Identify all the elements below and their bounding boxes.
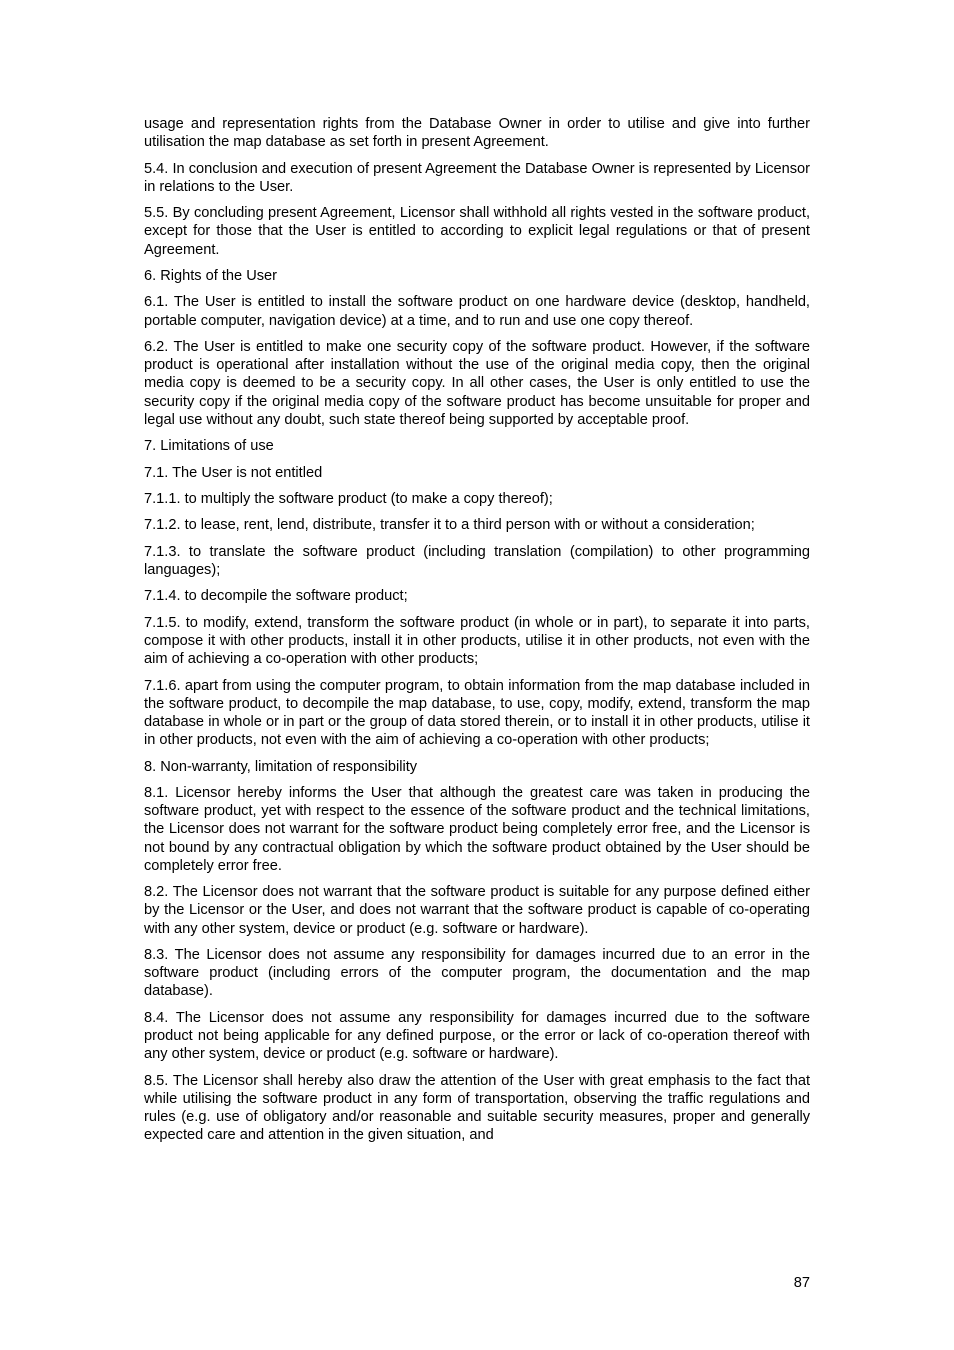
- paragraph-6-2: 6.2. The User is entitled to make one security copy of the software product. However, if the software product is operational after installation without the use of the original media copy, then the original media copy is deemed to be a security copy. In all other cases, the User is only entitled to use the security copy if the original media copy of the software product has become unsuitable for proper and legal use without any doubt, such state thereof being supported by acceptable proof.: [144, 338, 810, 428]
- paragraph-8-2: 8.2. The Licensor does not warrant that the software product is suitable for any purpose defined either by the Licensor or the User, and does not warrant that the software product is capable of co-operating with any other system, device or product (e.g. software or hardware).: [144, 884, 810, 937]
- paragraph-8-3: 8.3. The Licensor does not assume any responsibility for damages incurred due to an error in the software product (including errors of the computer program, the documentation and the map database).: [144, 946, 810, 1000]
- paragraph-7-1: 7.1. The User is not entitled: [144, 464, 323, 481]
- paragraph-7-1-1: 7.1.1. to multiply the software product (to make a copy thereof);: [144, 490, 553, 507]
- paragraph-8-1: 8.1. Licensor hereby informs the User that although the greatest care was taken in producing the software product, yet with respect to the essence of the software product and the technical limitations, the Licensor does not warrant for the software product being completely error free, and the Licensor is not bound by any contractual obligation by which the software product obtained by the User should be completely error free.: [144, 784, 810, 874]
- paragraph-6-1: 6.1. The User is entitled to install the software product on one hardware device (desktop, handheld, portable computer, navigation device) at a time, and to run and use one copy thereof.: [144, 294, 810, 329]
- paragraph-7-1-4: 7.1.4. to decompile the software product;: [144, 588, 408, 605]
- section-heading-6: 6. Rights of the User: [144, 267, 278, 284]
- paragraph-7-1-5: 7.1.5. to modify, extend, transform the software product (in whole or in part), to separate it into parts, compose it with other products, install it in other products, utilise it in other products, not even with the aim of achieving a co-operation with other products;: [144, 614, 810, 668]
- paragraph-rights-continuation: usage and representation rights from the Database Owner in order to utilise and give into further utilisation the map database as set forth in present Agreement.: [144, 116, 810, 151]
- paragraph-5-4: 5.4. In conclusion and execution of present Agreement the Database Owner is represented by Licensor in relations to the User.: [144, 160, 810, 195]
- paragraph-7-1-3: 7.1.3. to translate the software product (including translation (compilation) to other programming languages);: [144, 543, 810, 578]
- paragraph-7-1-2: 7.1.2. to lease, rent, lend, distribute, transfer it to a third person with or without a consideration;: [144, 517, 755, 534]
- paragraph-7-1-6: 7.1.6. apart from using the computer program, to obtain information from the map database included in the software product, to decompile the map database, to use, copy, modify, extend, transform the map database in whole or in part or the group of data stored therein, or to install it in other products, utilise it in other products, not even with the aim of achieving a co-operation with other products;: [144, 677, 810, 749]
- paragraph-5-5: 5.5. By concluding present Agreement, Licensor shall withhold all rights vested in the software product, except for those that the User is entitled to according to explicit legal regulations or that of present Agreement.: [144, 205, 810, 258]
- section-heading-7: 7. Limitations of use: [144, 438, 274, 455]
- page-number: 87: [793, 1275, 810, 1291]
- section-heading-8: 8. Non-warranty, limitation of responsibility: [144, 758, 418, 775]
- paragraph-8-5: 8.5. The Licensor shall hereby also draw the attention of the User with great emphasis to the fact that while utilising the software product in any form of transportation, observing the traffic regulations and rules (e.g. use of obligatory and/or reasonable and suitable security measures, proper and generally expected care and attention in the given situation, and: [144, 1072, 810, 1144]
- paragraph-8-4: 8.4. The Licensor does not assume any responsibility for damages incurred due to the software product not being applicable for any defined purpose, or the error or lack of co-operation thereof with any other system, device or product (e.g. software or hardware).: [144, 1009, 810, 1063]
- document-body: [144, 115, 810, 1153]
